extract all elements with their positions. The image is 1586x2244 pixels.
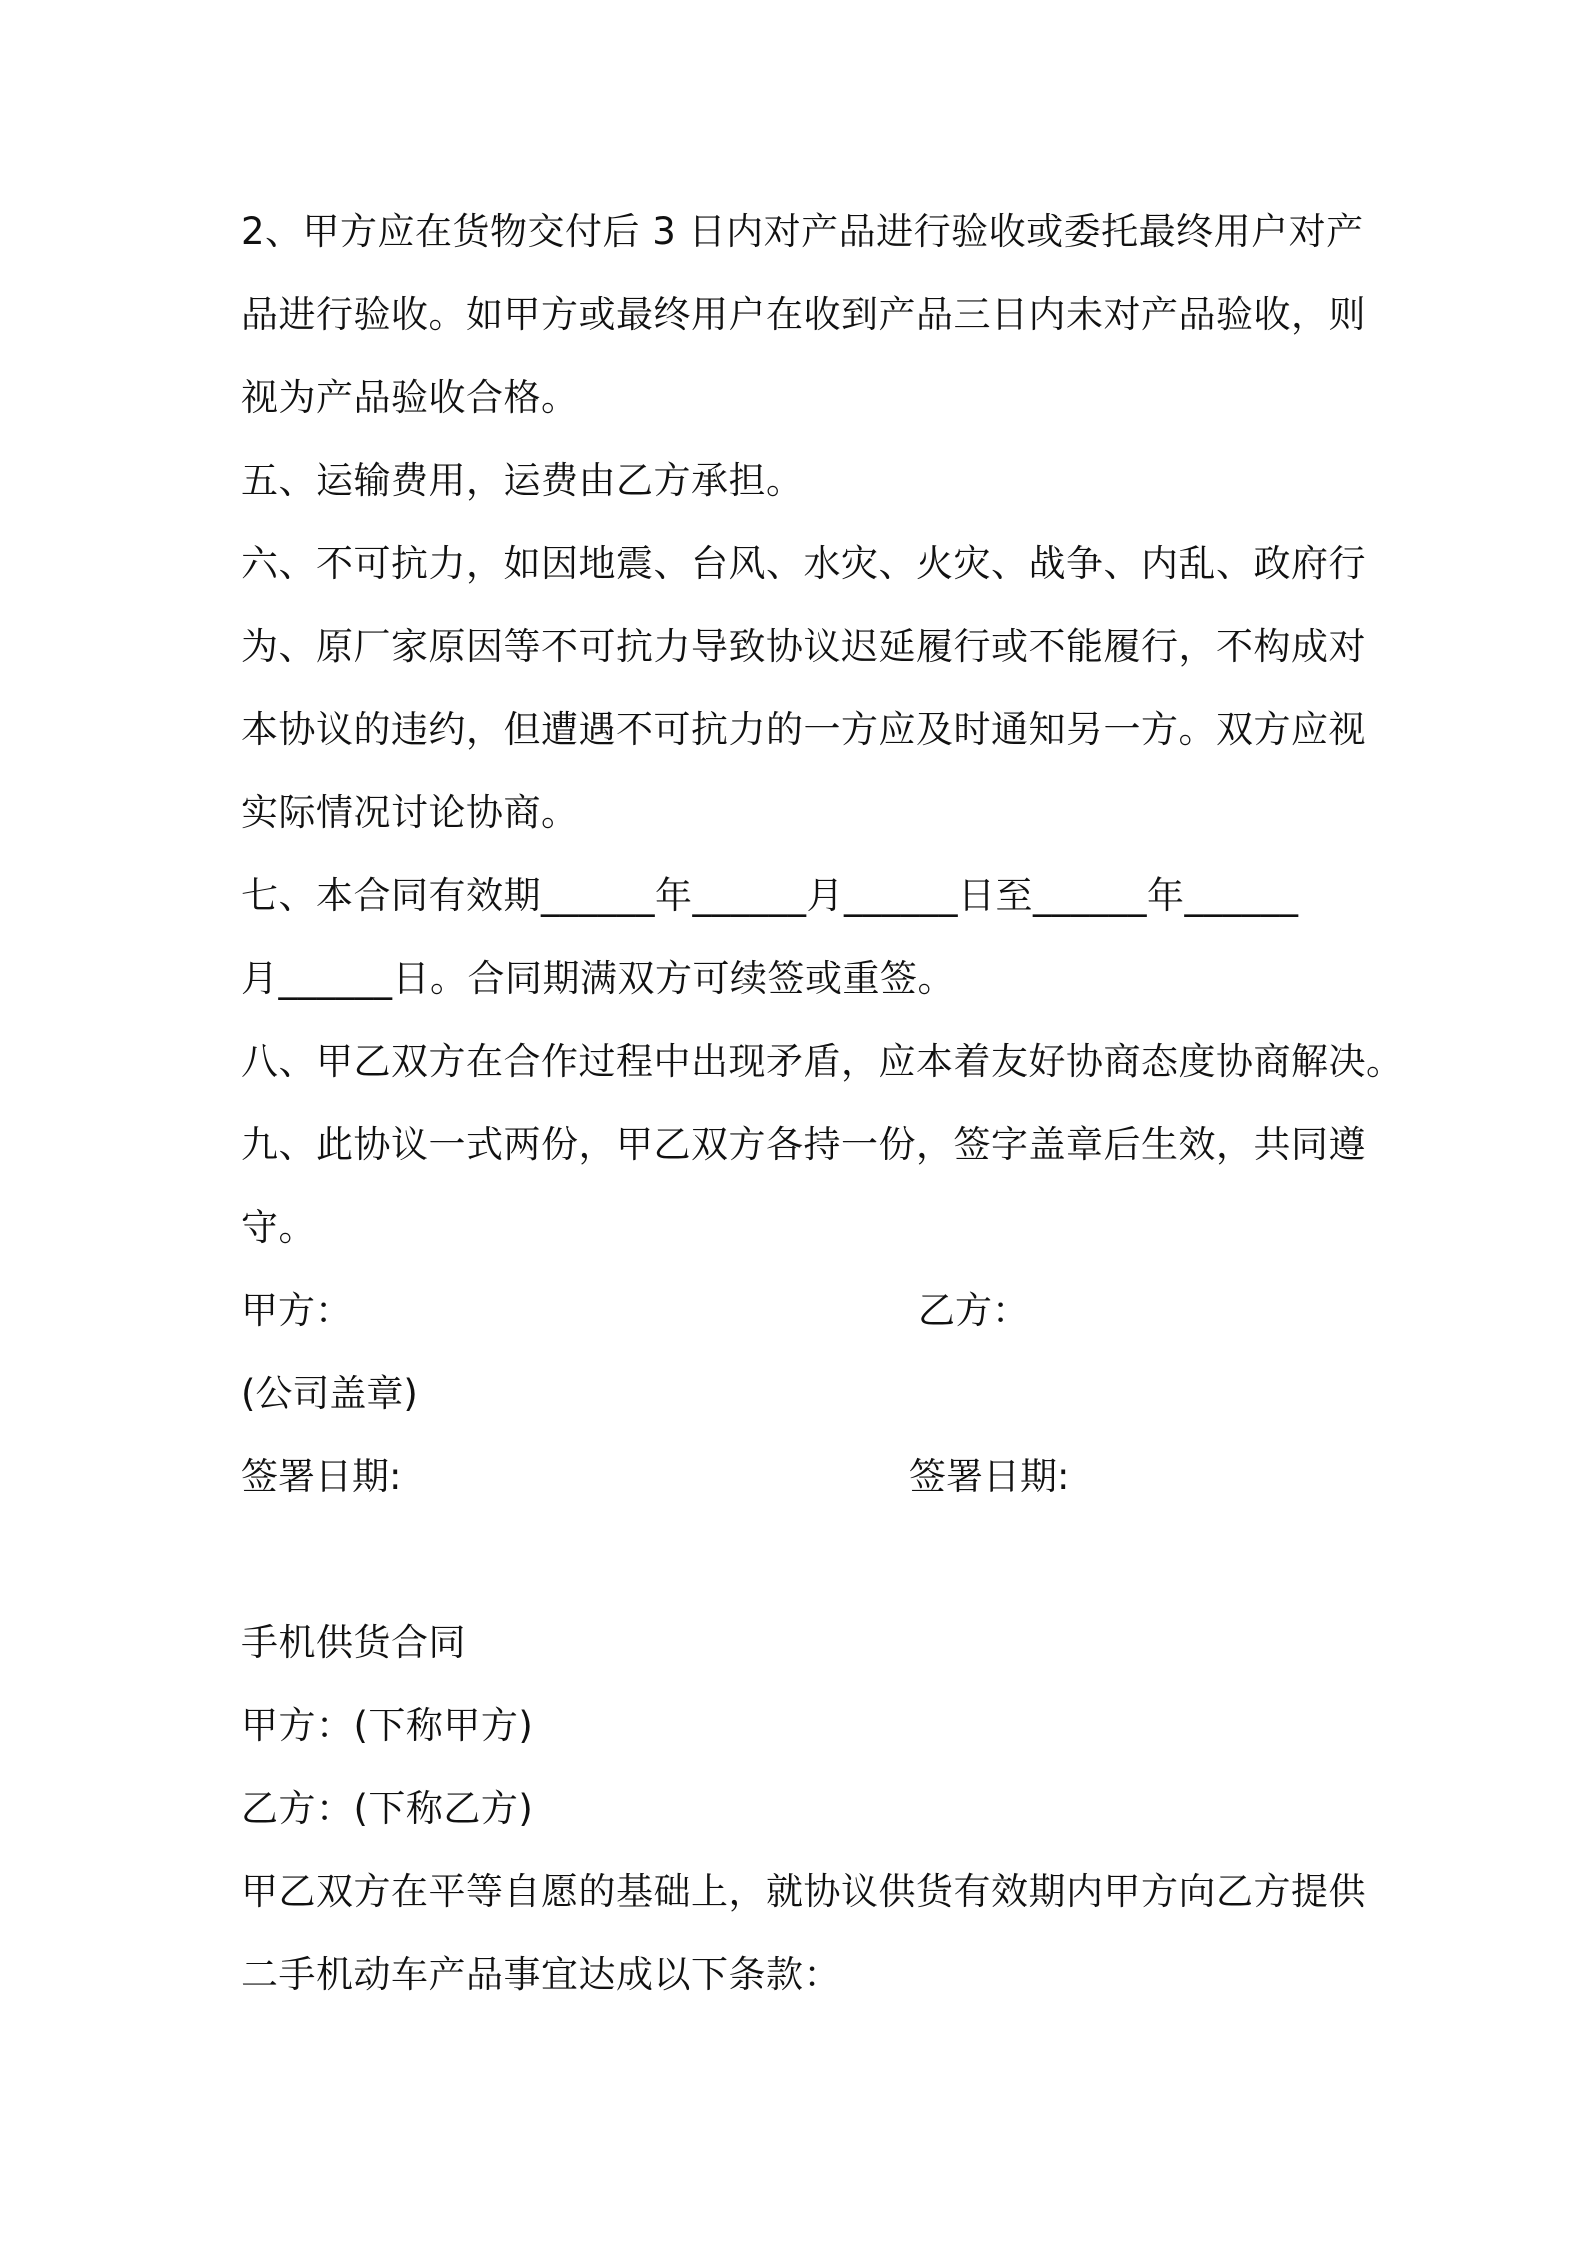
clause-5: 五、运输费用，运费由乙方承担。 (241, 459, 804, 502)
clause-8: 八、甲乙双方在合作过程中出现矛盾，应本着友好协商态度协商解决。 (241, 1040, 1404, 1083)
second-contract-intro-line-1: 甲乙双方在平等自愿的基础上，就协议供货有效期内甲方向乙方提供 (241, 1870, 1366, 1913)
clause-7-line-1: 七、本合同有效期______年______月______日至______年______ (241, 874, 1299, 917)
company-seal-label: (公司盖章) (241, 1372, 418, 1415)
clause-6-line-3: 本协议的违约，但遭遇不可抗力的一方应及时通知另一方。双方应视 (241, 708, 1366, 751)
clause-7-line-2: 月______日。合同期满双方可续签或重签。 (241, 957, 955, 1000)
clause-6-line-1: 六、不可抗力，如因地震、台风、水灾、火灾、战争、内乱、政府行 (241, 542, 1366, 585)
clause-2-line-2: 品进行验收。如甲方或最终用户在收到产品三日内未对产品验收，则 (241, 293, 1366, 336)
sign-date-b-label: 签署日期: (909, 1455, 1070, 1498)
second-contract-party-b: 乙方：(下称乙方) (241, 1787, 534, 1830)
clause-6-line-4: 实际情况讨论协商。 (241, 791, 579, 834)
party-a-label: 甲方： (241, 1289, 352, 1332)
clause-2-line-1: 2、甲方应在货物交付后 3 日内对产品进行验收或委托最终用户对产 (241, 210, 1364, 253)
second-contract-party-a: 甲方：(下称甲方) (241, 1704, 534, 1747)
clause-6-line-2: 为、原厂家原因等不可抗力导致协议迟延履行或不能履行，不构成对 (241, 625, 1366, 668)
sign-date-a-label: 签署日期: (241, 1455, 402, 1498)
clause-9-line-2: 守。 (241, 1206, 316, 1249)
party-b-label: 乙方： (918, 1289, 1029, 1332)
clause-2-line-3: 视为产品验收合格。 (241, 376, 579, 419)
second-contract-title: 手机供货合同 (241, 1621, 466, 1664)
second-contract-intro-line-2: 二手机动车产品事宜达成以下条款： (241, 1953, 841, 1996)
clause-9-line-1: 九、此协议一式两份，甲乙双方各持一份，签字盖章后生效，共同遵 (241, 1123, 1366, 1166)
